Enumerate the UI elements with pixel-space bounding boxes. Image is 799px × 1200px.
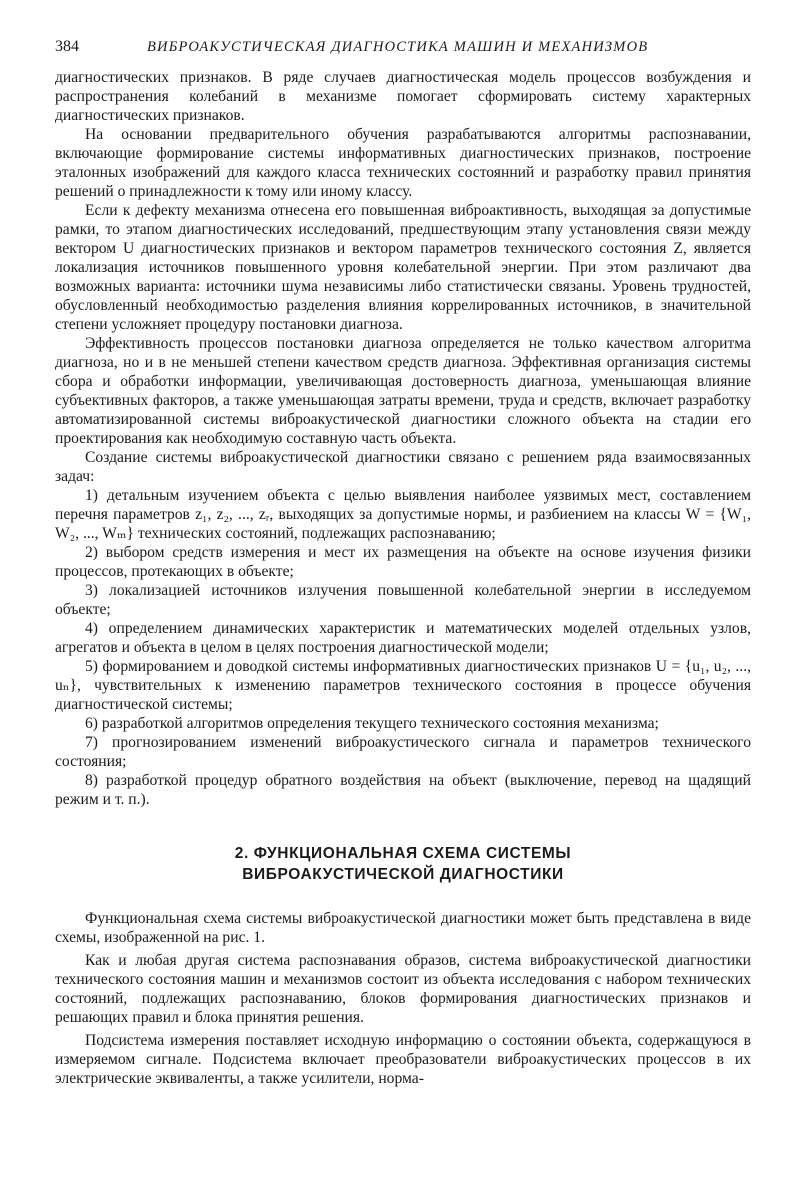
body-text	[55, 68, 751, 1088]
list-item-4: 4) определением динамических характеристик и математических моделей отдельных узлов, агрегатов и объекта в целом в целях построения диагностической модели;	[55, 620, 751, 656]
list-item-5: 5) формированием и доводкой системы информативных диагностических признаков U = {u₁, u₂, ..., uₙ}, чувствительных к изменению параметров технического состояния в процессе обучения диагностической системы;	[55, 658, 751, 713]
list-item-8: 8) разработкой процедур обратного воздействия на объект (выключение, перевод на щадящий режим и т. п.).	[55, 772, 751, 808]
paragraph-continuation: диагностических признаков. В ряде случаев диагностическая модель процессов возбуждения и распространения колебаний в механизме помогает сформировать систему характерных диагностических признаков.	[55, 69, 751, 124]
list-item-6: 6) разработкой алгоритмов определения текущего технического состояния механизма;	[85, 715, 659, 732]
paragraph-measurement-subsystem: Подсистема измерения поставляет исходную информацию о состоянии объекта, содержащуюся в измеряемом сигнале. Подсистема включает преобразователи виброакустических процессов в их электрические эквиваленты, а также усилители, норма-	[55, 1032, 751, 1087]
section-heading-line-1: 2. ФУНКЦИОНАЛЬНАЯ СХЕМА СИСТЕМЫ	[234, 845, 572, 862]
paragraph-pattern-recognition: Как и любая другая система распознавания образов, система виброакустической диагностики технического состояния машин и механизмов состоит из объекта исследования с набором технических состояний, подлежащих распознаванию, блоков формирования диагностических признаков и решающих правил и блока принятия решения.	[55, 952, 751, 1026]
running-head	[55, 38, 751, 68]
list-item-7: 7) прогнозированием изменений виброакустического сигнала и параметров технического состояния;	[55, 734, 751, 770]
paragraph-functional-scheme: Функциональная схема системы виброакустической диагностики может быть представлена в виде схемы, изображенной на рис. 1.	[55, 910, 751, 946]
list-item-1: 1) детальным изучением объекта с целью выявления наиболее уязвимых мест, составлением перечня параметров z₁, z₂, ..., zᵣ, выходящих за допустимые нормы, и разбиением на классы W = {W₁, W₂, ..., Wₘ} технических состояний, подлежащих распознаванию;	[55, 487, 751, 542]
paragraph-source-localization: Если к дефекту механизма отнесена его повышенная виброактивность, выходящая за допустимые рамки, то этапом диагностических исследований, предшествующим этапу установления связи между вектором U диагностических признаков и вектором параметров технического состояния Z, является локализация источников повышенного уровня колебательной энергии. При этом различают два возможных варианта: источники шума независимы либо статистически связаны. Уровень трудностей, обусловленный необходимостью разделения влияния коррелированных источников, в значительной степени усложняет процедуру постановки диагноза.	[55, 202, 751, 333]
list-item-2: 2) выбором средств измерения и мест их размещения на объекте на основе изучения физики процессов, протекающих в объекте;	[55, 544, 751, 580]
section-heading-line-2: ВИБРОАКУСТИЧЕСКОЙ ДИАГНОСТИКИ	[242, 866, 564, 883]
running-title: ВИБРОАКУСТИЧЕСКАЯ ДИАГНОСТИКА МАШИН И МЕХАНИЗМОВ	[147, 39, 649, 55]
paragraph-tasks-intro: Создание системы виброакустической диагностики связано с решением ряда взаимосвязанных задач:	[55, 449, 751, 485]
paragraph-recognition-algorithms: На основании предварительного обучения разрабатываются алгоритмы распознавании, включающие формирование системы информативных диагностических признаков, построение эталонных изображений для каждого класса технических состоянний и разработку правил принятия решений о принадлежности к тому или иному классу.	[55, 126, 751, 200]
list-item-3: 3) локализацией источников излучения повышенной колебательной энергии в исследуемом объекте;	[55, 582, 751, 618]
book-page	[55, 38, 751, 1088]
page-number: 384	[55, 38, 79, 55]
section-heading	[55, 843, 751, 885]
paragraph-diagnosis-efficiency: Эффективность процессов постановки диагноза определяется не только качеством алгоритма диагноза, но и в не меньшей степени качеством средств диагноза. Эффективная организация системы сбора и обработки информации, увеличивающая достоверность диагноза, уменьшающая влияние субъективных факторов, а также уменьшающая затраты времени, труда и средств, включает разработку автоматизированной системы виброакустической диагностики сложного объекта на стадии его проектирования как необходимую составную часть объекта.	[55, 335, 751, 447]
